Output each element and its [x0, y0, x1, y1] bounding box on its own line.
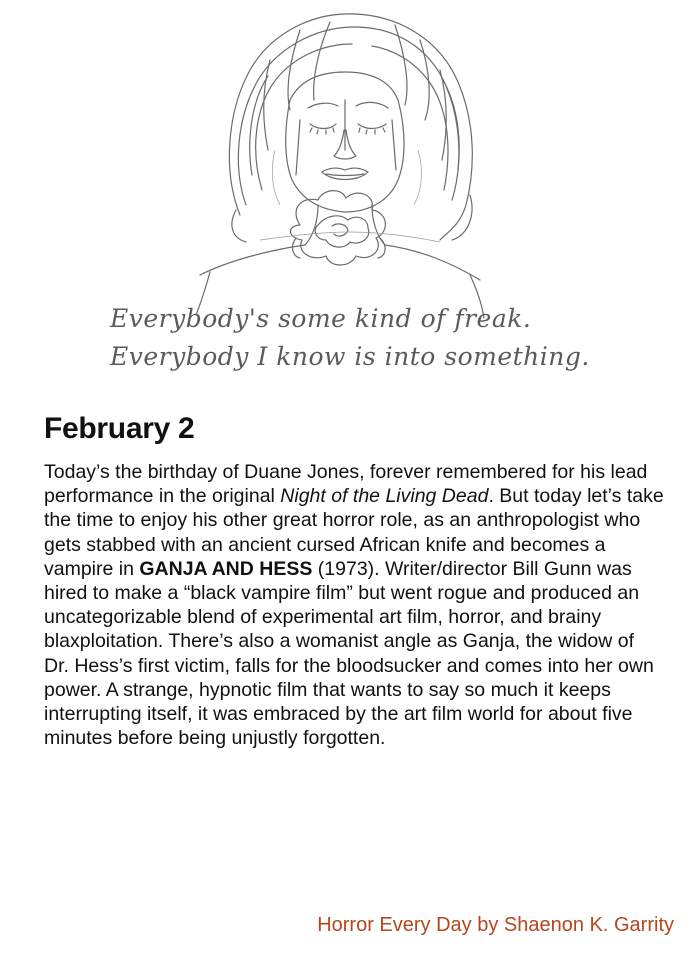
handwritten-line-1: Everybody's some kind of freak. — [110, 304, 532, 333]
film-title-night-of-the-living-dead: Night of the Living Dead — [280, 485, 489, 508]
author-credit: Horror Every Day by Shaenon K. Garrity — [317, 914, 674, 936]
body-text-segment: (1973). Writer/director Bill Gunn was hired to make a “black vampire film” but went rogue and produced an uncategorizable blend of experimental art film, horror, and brainy blaxploitation. There’s also a womanist angle as Ganja, the widow of Dr. Hess’s first victim, falls for the bloodsucker and comes into her own power. A strange, hypnotic film that wants to say so much it keeps interrupting itself, it was embraced by the art film world for about five minutes before being unjustly forgotten. — [44, 557, 654, 750]
body-text-segment: . But today let’s take the time to enjoy his other great horror role, as an anthropologist who gets stabbed with an ancient cursed African knife and becomes a vampire in — [44, 485, 664, 580]
handwritten-line-2: Everybody I know is into something. — [110, 342, 590, 371]
handwritten-quote — [110, 300, 670, 376]
body-text-segment: Today’s the birthday of Duane Jones, forever remembered for his lead performance in the original — [44, 461, 648, 508]
entry-date-heading: February 2 — [44, 412, 195, 445]
film-title-ganja-and-hess: GANJA AND HESS — [139, 557, 313, 580]
entry-body-text — [44, 460, 664, 750]
